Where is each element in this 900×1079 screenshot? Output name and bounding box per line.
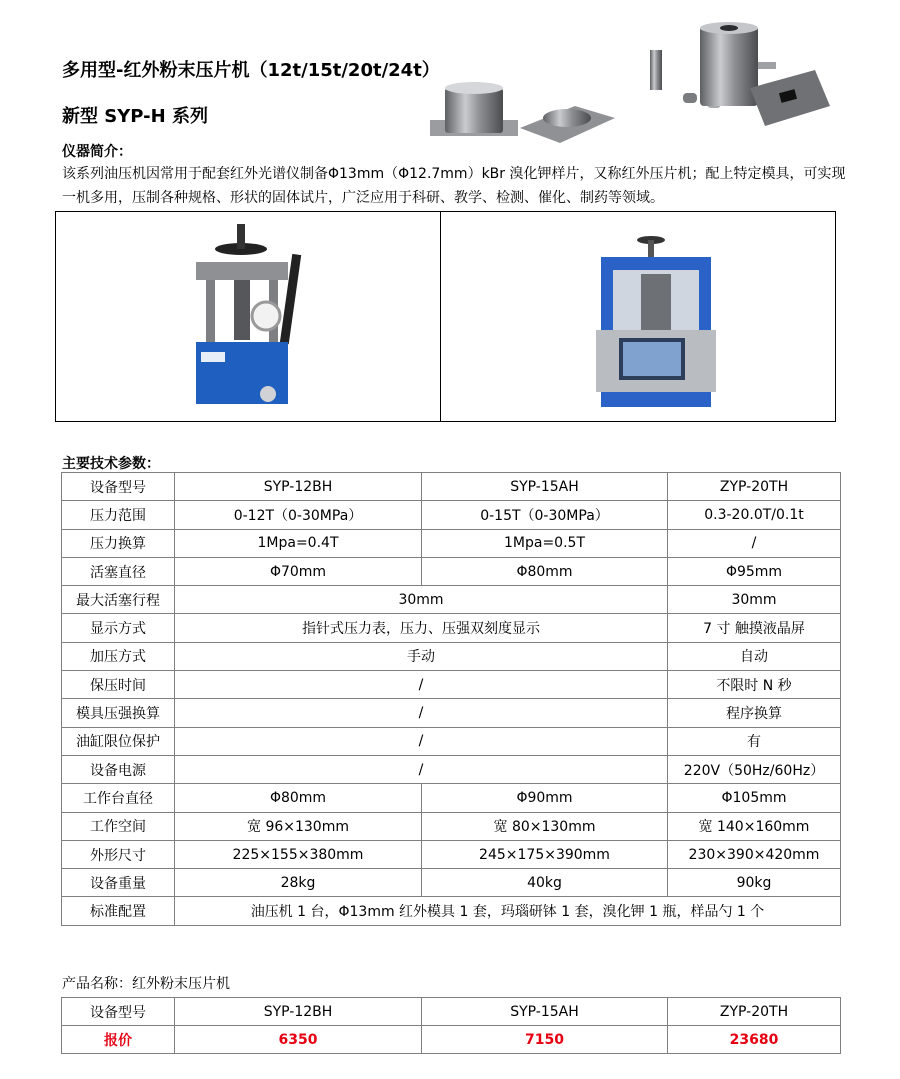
row-label: 油缸限位保护 xyxy=(62,727,175,755)
cell-model-c: 30mm xyxy=(668,586,841,614)
price-table xyxy=(61,997,841,1054)
cell-model-ab: / xyxy=(175,699,668,727)
intro-heading: 仪器简介： xyxy=(62,144,132,160)
header-cell-label: 设备型号 xyxy=(62,998,175,1026)
row-label: 压力范围 xyxy=(62,501,175,529)
price-model-b: 7150 xyxy=(422,1026,668,1054)
product-photo-panel xyxy=(55,211,836,422)
row-label: 外形尺寸 xyxy=(62,840,175,868)
cell-model-ab: 30mm xyxy=(175,586,668,614)
row-label: 模具压强换算 xyxy=(62,699,175,727)
table-row xyxy=(62,727,841,755)
cell-model-ab: / xyxy=(175,671,668,699)
mold-set-1-image xyxy=(430,82,518,136)
row-label: 工作空间 xyxy=(62,812,175,840)
cell-model-b: Φ80mm xyxy=(422,557,668,585)
table-row xyxy=(62,869,841,897)
cell-model-c: 不限时 N 秒 xyxy=(668,671,841,699)
mold-photos xyxy=(425,18,845,148)
auto-press-photo-cell xyxy=(440,212,836,421)
cell-model-c: 220V（50Hz/60Hz） xyxy=(668,755,841,783)
cell-model-a: 宽 96×130mm xyxy=(175,812,422,840)
table-row xyxy=(62,784,841,812)
cell-model-c: 0.3-20.0T/0.1t xyxy=(668,501,841,529)
cell-model-c: 自动 xyxy=(668,642,841,670)
row-label: 保压时间 xyxy=(62,671,175,699)
specs-heading: 主要技术参数： xyxy=(62,456,160,472)
row-label: 标准配置 xyxy=(62,897,175,925)
cell-model-ab: / xyxy=(175,755,668,783)
cell-model-a: 1Mpa=0.4T xyxy=(175,529,422,557)
table-row xyxy=(62,897,841,925)
header-cell-label: 设备型号 xyxy=(62,473,175,501)
table-row xyxy=(62,699,841,727)
table-row xyxy=(62,501,841,529)
price-row xyxy=(62,1026,841,1054)
cell-model-c: Φ105mm xyxy=(668,784,841,812)
header-cell-model-c: ZYP-20TH xyxy=(668,998,841,1026)
row-label: 工作台直径 xyxy=(62,784,175,812)
cell-model-a: 28kg xyxy=(175,869,422,897)
table-row xyxy=(62,642,841,670)
product-name-label: 产品名称：红外粉末压片机 xyxy=(62,976,230,992)
cell-model-c: 程序换算 xyxy=(668,699,841,727)
header-cell-model-c: ZYP-20TH xyxy=(668,473,841,501)
intro-text: 该系列油压机因常用于配套红外光谱仪制备Φ13mm（Φ12.7mm）kBr 溴化钾样片，又称红外压片机；配上特定模具，可实现一机多用，压制各种规格、形状的固体试片，广泛应用于科研、教学、检测、催化、制药等领域。 xyxy=(62,166,846,206)
row-label: 显示方式 xyxy=(62,614,175,642)
cell-model-c: Φ95mm xyxy=(668,557,841,585)
price-header-row xyxy=(62,998,841,1026)
table-row xyxy=(62,671,841,699)
cell-model-c: 有 xyxy=(668,727,841,755)
specs-header-row xyxy=(62,473,841,501)
row-label: 加压方式 xyxy=(62,642,175,670)
price-model-c: 23680 xyxy=(668,1026,841,1054)
cell-model-a: 0-12T（0-30MPa） xyxy=(175,501,422,529)
cell-model-b: 245×175×390mm xyxy=(422,840,668,868)
cell-model-b: 0-15T（0-30MPa） xyxy=(422,501,668,529)
cell-model-b: Φ90mm xyxy=(422,784,668,812)
page-title: 多用型-红外粉末压片机（12t/15t/20t/24t） xyxy=(62,60,440,81)
cell-model-ab: / xyxy=(175,727,668,755)
price-row-label: 报价 xyxy=(62,1026,175,1054)
series-title: 新型 SYP-H 系列 xyxy=(62,106,208,127)
row-label: 设备重量 xyxy=(62,869,175,897)
table-row xyxy=(62,840,841,868)
cell-model-ab: 手动 xyxy=(175,642,668,670)
cell-model-ab: 指针式压力表，压力、压强双刻度显示 xyxy=(175,614,668,642)
cell-model-c: 90kg xyxy=(668,869,841,897)
table-row xyxy=(62,557,841,585)
cell-model-c: 宽 140×160mm xyxy=(668,812,841,840)
mold-set-2-image xyxy=(520,106,615,143)
row-label: 最大活塞行程 xyxy=(62,586,175,614)
header-cell-model-a: SYP-12BH xyxy=(175,998,422,1026)
row-label: 压力换算 xyxy=(62,529,175,557)
mold-set-3-image xyxy=(650,22,830,126)
manual-press-image xyxy=(56,212,440,421)
manual-press-photo-cell xyxy=(56,212,440,421)
table-row xyxy=(62,614,841,642)
table-row xyxy=(62,812,841,840)
table-row xyxy=(62,529,841,557)
cell-model-a: Φ80mm xyxy=(175,784,422,812)
cell-model-c: / xyxy=(668,529,841,557)
header-cell-model-b: SYP-15AH xyxy=(422,473,668,501)
specs-table xyxy=(61,472,841,926)
cell-model-c: 7 寸 触摸液晶屏 xyxy=(668,614,841,642)
cell-model-b: 宽 80×130mm xyxy=(422,812,668,840)
row-label: 活塞直径 xyxy=(62,557,175,585)
cell-model-b: 40kg xyxy=(422,869,668,897)
cell-model-a: Φ70mm xyxy=(175,557,422,585)
header-cell-model-a: SYP-12BH xyxy=(175,473,422,501)
table-row xyxy=(62,586,841,614)
header-cell-model-b: SYP-15AH xyxy=(422,998,668,1026)
cell-model-c: 230×390×420mm xyxy=(668,840,841,868)
price-model-a: 6350 xyxy=(175,1026,422,1054)
auto-press-image xyxy=(441,212,836,421)
table-row xyxy=(62,755,841,783)
row-label: 设备电源 xyxy=(62,755,175,783)
cell-model-b: 1Mpa=0.5T xyxy=(422,529,668,557)
cell-model-abc: 油压机 1 台，Φ13mm 红外模具 1 套，玛瑙研钵 1 套，溴化钾 1 瓶，样品勺 1 个 xyxy=(175,897,841,925)
cell-model-a: 225×155×380mm xyxy=(175,840,422,868)
